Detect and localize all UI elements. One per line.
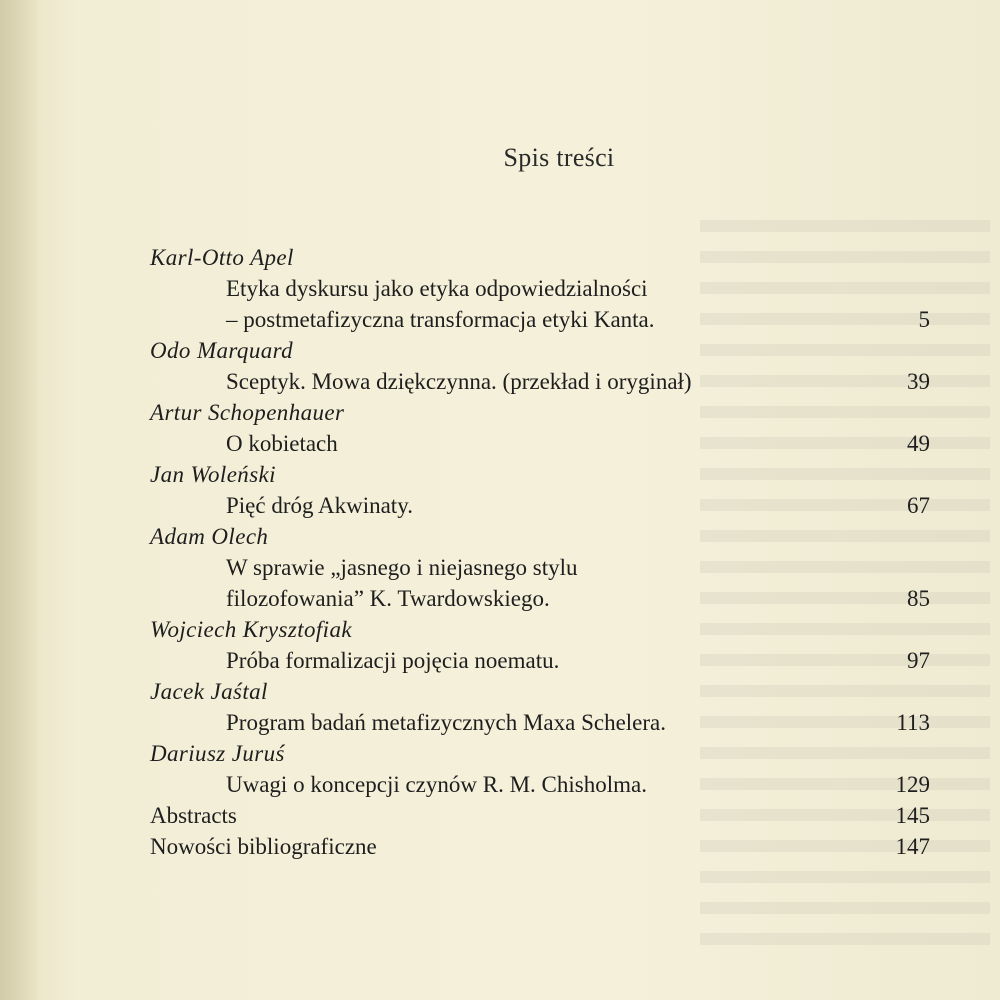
toc-author: Jacek Jaśtal [150, 679, 268, 704]
toc-title-line [150, 304, 930, 335]
toc-title-text: O kobietach [226, 431, 338, 456]
toc-title-line [150, 273, 930, 304]
toc-page-number: 85 [907, 586, 930, 611]
toc-entry [150, 459, 930, 521]
page-title: Spis treści [503, 143, 615, 172]
toc-author: Artur Schopenhauer [150, 400, 345, 425]
toc-title-line [150, 769, 930, 800]
toc-title-text: Pięć dróg Akwinaty. [226, 493, 413, 518]
toc-title-line [150, 645, 930, 676]
toc-title-line [150, 552, 930, 583]
toc-entry [150, 738, 930, 800]
toc-author: Dariusz Juruś [150, 741, 285, 766]
table-of-contents [150, 242, 930, 862]
toc-bibliography-entry [150, 831, 930, 862]
toc-title-line [150, 583, 930, 614]
toc-title-text: Program badań metafizycznych Maxa Schelera. [226, 710, 666, 735]
toc-page-number: 145 [895, 803, 930, 828]
toc-title-line [150, 428, 930, 459]
toc-title-text: Sceptyk. Mowa dziękczynna. (przekład i oryginał) [226, 369, 692, 394]
toc-entry [150, 335, 930, 397]
toc-entry [150, 676, 930, 738]
toc-page-number: 113 [896, 710, 930, 735]
toc-abstracts-entry [150, 800, 930, 831]
toc-title-line [150, 490, 930, 521]
toc-title-line [150, 366, 930, 397]
toc-page-number: 129 [895, 772, 930, 797]
toc-author: Adam Olech [150, 524, 269, 549]
toc-author: Jan Woleński [150, 462, 276, 487]
toc-author: Odo Marquard [150, 338, 294, 363]
toc-title-text: W sprawie „jasnego i niejasnego stylu [226, 555, 578, 580]
toc-entry [150, 614, 930, 676]
toc-page-number: 39 [907, 369, 930, 394]
toc-page-number: 147 [895, 834, 930, 859]
toc-title-text: Próba formalizacji pojęcia noematu. [226, 648, 560, 673]
toc-title-text: Uwagi o koncepcji czynów R. M. Chisholma. [226, 772, 647, 797]
toc-page-number: 67 [907, 493, 930, 518]
toc-entry [150, 397, 930, 459]
toc-title-text: filozofowania” K. Twardowskiego. [226, 586, 550, 611]
toc-page-number: 49 [907, 431, 930, 456]
toc-page-number: 97 [907, 648, 930, 673]
toc-author: Wojciech Krysztofiak [150, 617, 352, 642]
toc-extra-label: Nowości bibliograficzne [150, 834, 377, 859]
toc-author: Karl-Otto Apel [150, 245, 294, 270]
toc-extra-label: Abstracts [150, 803, 237, 828]
toc-page-number: 5 [918, 307, 930, 332]
toc-title-text: Etyka dyskursu jako etyka odpowiedzialności [226, 276, 648, 301]
toc-entry [150, 242, 930, 335]
toc-entry [150, 521, 930, 614]
toc-title-line [150, 707, 930, 738]
toc-title-text: – postmetafizyczna transformacja etyki Kanta. [226, 307, 655, 332]
